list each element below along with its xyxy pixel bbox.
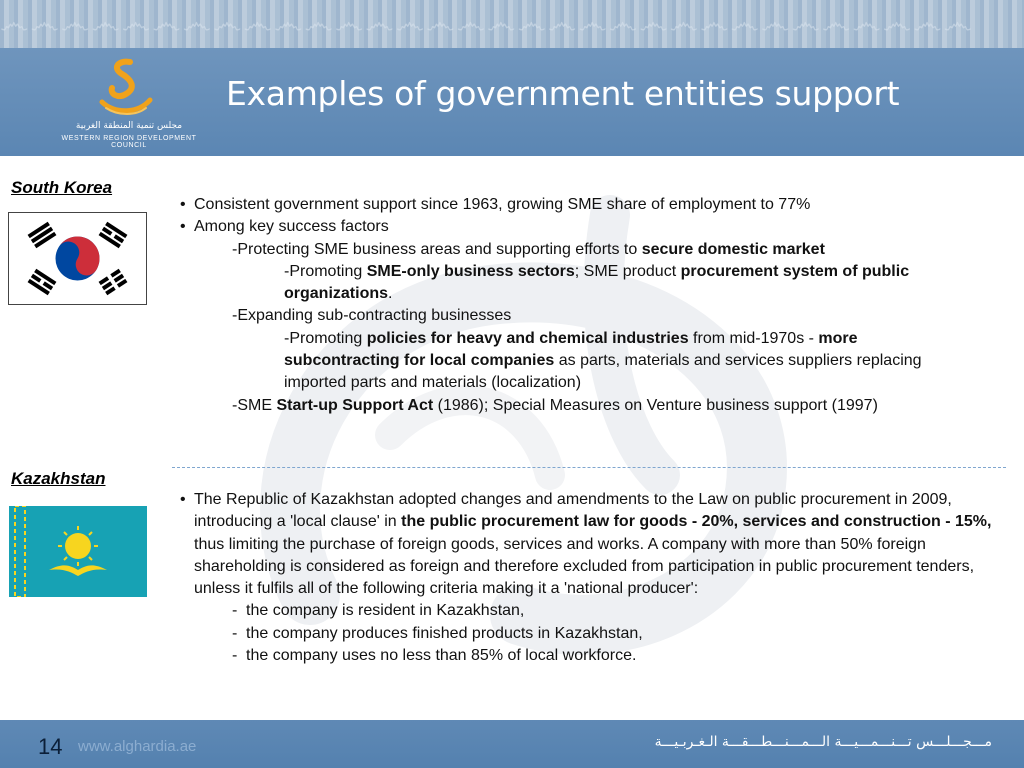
- kazakhstan-content: [180, 489, 1015, 667]
- wrdc-logo: [44, 58, 214, 148]
- list-item: - the company uses no less than 85% of local workforce.: [232, 647, 637, 665]
- list-item: • Among key success factors: [180, 216, 960, 238]
- list-item: • The Republic of Kazakhstan adopted changes and amendments to the Law on public procurement in 2009, introducing a 'local clause' in the public procurement law for goods - 20%, services and construction - 15%, thus limiting the purchase of foreign goods, services and works. A company with more than 50% foreign shareholding is considered as foreign and therefore excluded from participation in public procurement tenders, unless it fulfils all of the following criteria making it a 'national producer':: [180, 489, 1015, 600]
- logo-arabic-text: مجلس تنمية المنطقة الغربية: [75, 121, 183, 131]
- footer-arabic-text: مـــجـــلـــس تـــنـــمـــيـــة الـــمـــنـــطـــقـــة الـغـربـيـــة: [654, 734, 992, 750]
- kazakhstan-label: Kazakhstan: [11, 469, 106, 488]
- logo-swirl-icon: [92, 58, 156, 118]
- page-number: 14: [38, 734, 63, 759]
- logo-english-text: WESTERN REGION DEVELOPMENT COUNCIL: [61, 135, 197, 149]
- kazakhstan-flag-icon: [9, 506, 147, 597]
- slide-title: Examples of government entities support: [226, 74, 900, 113]
- section-divider: [172, 467, 1006, 468]
- list-item: - the company is resident in Kazakhstan,: [232, 602, 525, 620]
- footer-url: www.alghardia.ae: [78, 738, 197, 755]
- slide-footer: [0, 720, 1024, 768]
- kazakhstan-flag: [9, 506, 147, 597]
- calligraphy-pattern: ෴෴෴෴෴෴෴෴෴෴෴෴෴෴෴෴෴෴෴෴෴෴෴෴෴෴෴෴෴෴෴෴: [0, 6, 975, 41]
- list-item: - the company produces finished products in Kazakhstan,: [232, 624, 643, 642]
- south-korea-label: South Korea: [11, 178, 113, 197]
- list-item: -Expanding sub-contracting businesses: [232, 307, 512, 325]
- list-item: -Protecting SME business areas and supporting efforts to secure domestic market: [232, 240, 825, 258]
- south-korea-content: [180, 194, 960, 417]
- list-item: • Consistent government support since 1963, growing SME share of employment to 77%: [180, 194, 960, 216]
- list-item: -SME Start-up Support Act (1986); Special Measures on Venture business support (1997): [232, 396, 878, 414]
- slide-header: [0, 48, 1024, 156]
- list-item: -Promoting SME-only business sectors; SME product procurement system of public organizations.: [284, 262, 910, 303]
- korea-flag-icon: [9, 213, 146, 304]
- south-korea-flag: [8, 212, 147, 305]
- list-item: -Promoting policies for heavy and chemical industries from mid-1970s - more subcontracting for local companies as parts, materials and services suppliers replacing imported parts and materials (localization): [284, 329, 922, 392]
- criteria-list: [180, 600, 1015, 667]
- top-decorative-band: [0, 0, 1024, 48]
